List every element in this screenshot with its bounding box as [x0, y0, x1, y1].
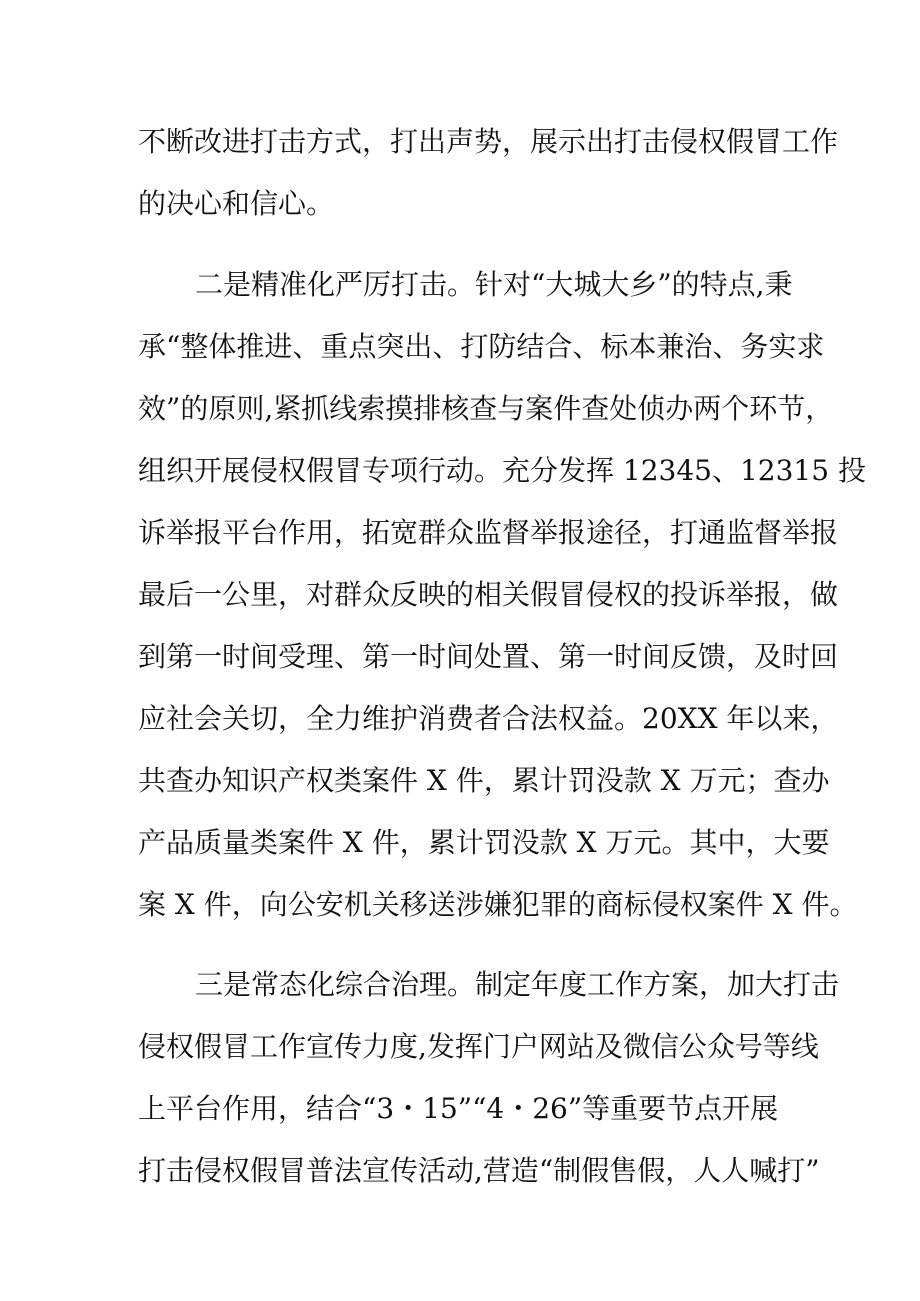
paragraph-line: 三是常态化综合治理。制定年度工作方案，加大打击 [195, 968, 840, 1001]
paragraph-line: 诉举报平台作用，拓宽群众监督举报途径，打通监督举报 [138, 516, 839, 549]
paragraph-line: 组织开展侵权假冒专项行动。充分发挥 12345、12315 投 [138, 454, 866, 487]
paragraph-line: 的决心和信心。 [138, 187, 335, 220]
paragraph-line: 到第一时间受理、第一时间处置、第一时间反馈，及时回 [138, 640, 839, 673]
paragraph-line: 共查办知识产权类案件 X 件，累计罚没款 X 万元；查办 [138, 764, 830, 797]
paragraph-line: 效”的原则,紧抓线索摸排核查与案件查处侦办两个环节， [138, 392, 834, 425]
paragraph-line: 不断改进打击方式，打出声势，展示出打击侵权假冒工作 [138, 125, 839, 158]
paragraph-line: 承“整体推进、重点突出、打防结合、标本兼治、务实求 [138, 330, 825, 363]
paragraph-line: 上平台作用，结合“3・15”“4・26”等重要节点开展 [138, 1092, 779, 1125]
paragraph-line: 侵权假冒工作宣传力度,发挥门户网站及微信公众号等线 [138, 1030, 819, 1063]
paragraph-line: 二是精准化严厉打击。针对“大城大乡”的特点,秉 [195, 268, 793, 301]
paragraph-line: 打击侵权假冒普法宣传活动,营造“制假售假，人人喊打” [138, 1154, 820, 1187]
paragraph-line: 应社会关切，全力维护消费者合法权益。20XX 年以来， [138, 702, 839, 735]
paragraph-line: 产品质量类案件 X 件，累计罚没款 X 万元。其中，大要 [138, 826, 830, 859]
paragraph-line: 最后一公里，对群众反映的相关假冒侵权的投诉举报，做 [138, 578, 839, 611]
paragraph-line: 案 X 件，向公安机关移送涉嫌犯罪的商标侵权案件 X 件。 [138, 888, 858, 921]
